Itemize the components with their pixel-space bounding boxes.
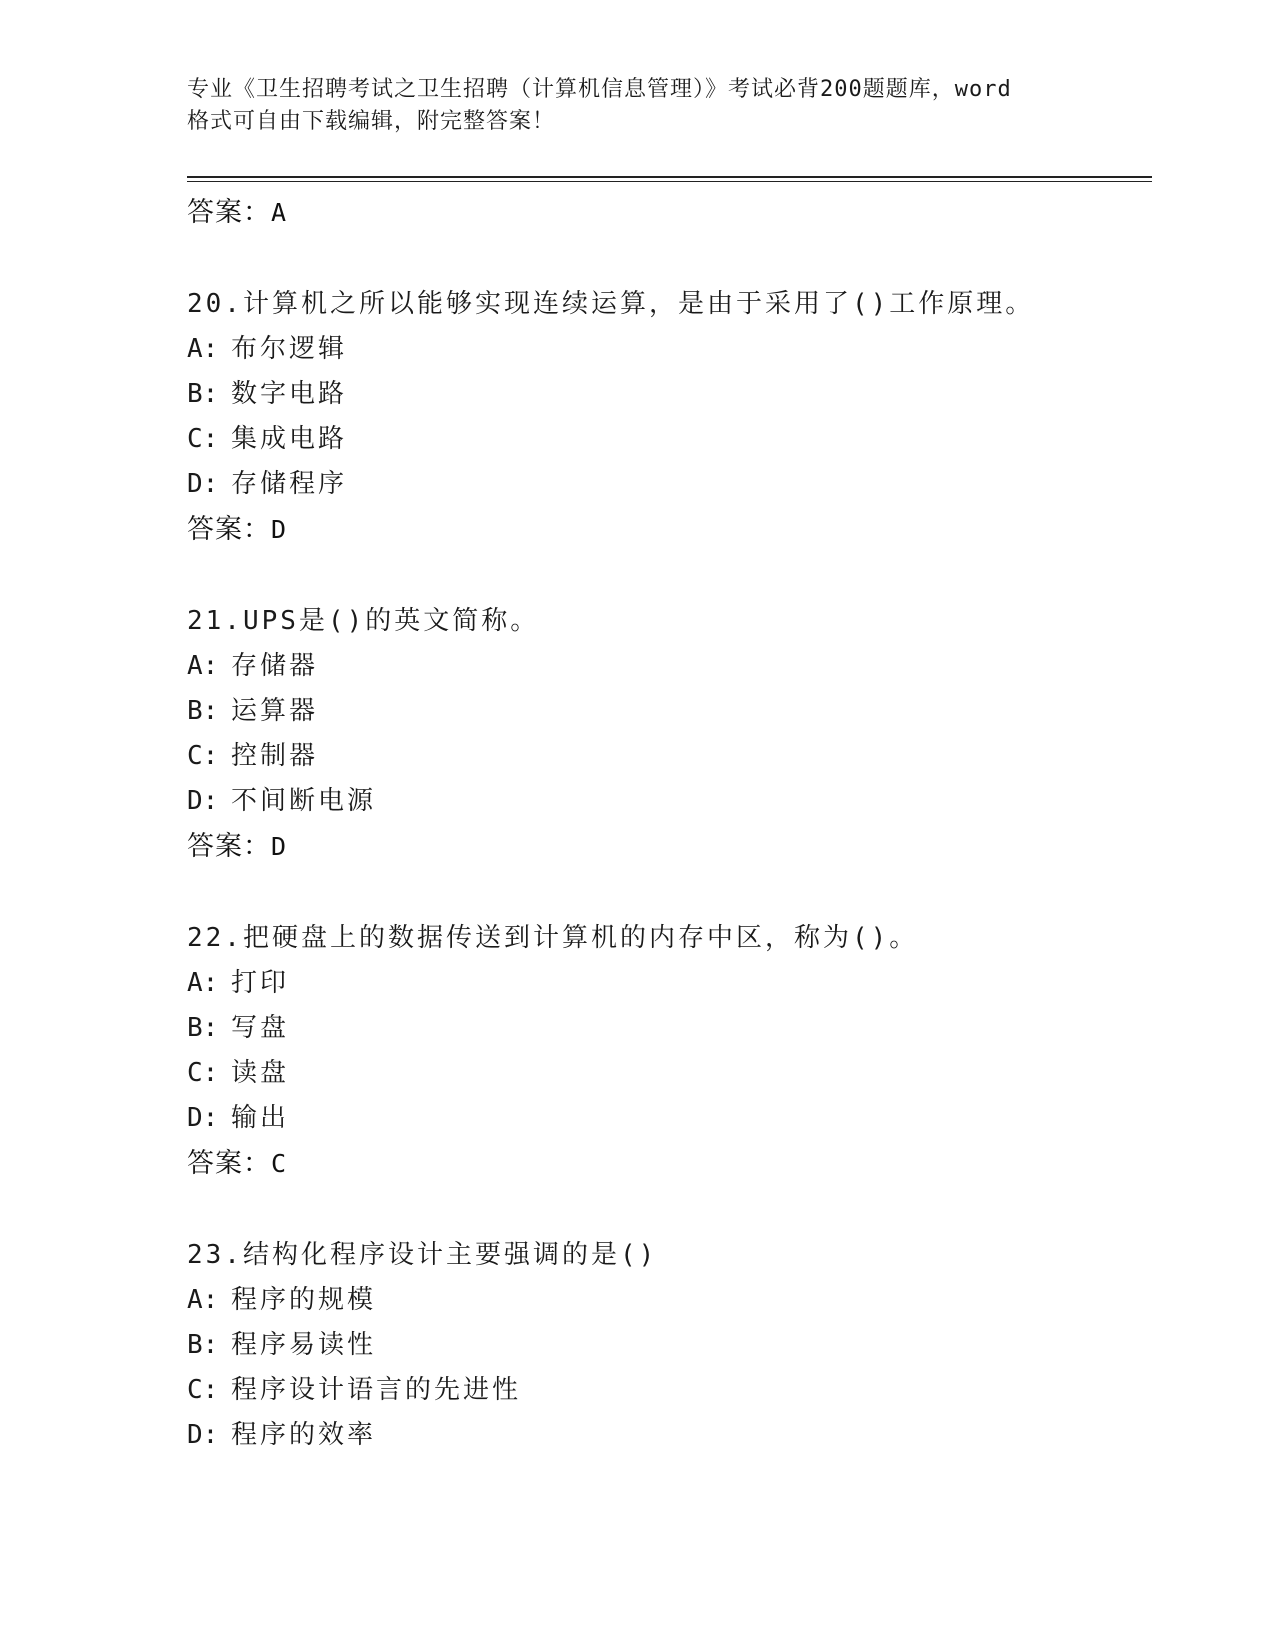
option-item [187,961,1152,1006]
question-stem: 计算机之所以能够实现连续运算，是由于采用了()工作原理。 [242,289,1035,319]
option-key: A: [187,968,219,998]
answer-value: C [271,1149,288,1178]
option-text: 数字电路 [231,379,348,409]
option-item [187,1413,1152,1458]
question-block [187,235,1152,552]
option-text: 运算器 [231,696,319,726]
option-item [187,462,1152,507]
option-key: D: [187,469,219,499]
answer-label: 答案： [187,514,271,545]
option-item [187,1368,1152,1413]
option-text: 存储器 [231,651,319,681]
option-item [187,1278,1152,1323]
questions-container [187,235,1152,1458]
option-item [187,779,1152,824]
answer-label: 答案： [187,197,271,228]
option-key: B: [187,1330,219,1360]
option-key: A: [187,334,219,364]
option-text: 控制器 [231,741,319,771]
option-text: 布尔逻辑 [231,334,348,364]
question-number: 21. [187,606,243,636]
option-item [187,734,1152,779]
question-block [187,552,1152,869]
option-item [187,689,1152,734]
option-key: A: [187,651,219,681]
option-text: 写盘 [231,1013,290,1043]
option-key: C: [187,741,219,771]
answer-line [187,507,1152,552]
option-item [187,327,1152,372]
document-header [187,74,1087,138]
option-item [187,1323,1152,1368]
answer-label: 答案： [187,831,271,862]
option-item [187,644,1152,689]
question-list [187,190,1152,1458]
header-line-2: 格式可自由下载编辑，附完整答案！ [187,109,556,134]
question-text [187,599,1152,644]
question-spacer [187,552,1152,599]
option-item [187,372,1152,417]
option-key: C: [187,424,219,454]
option-item [187,1051,1152,1096]
question-number: 22. [187,923,243,953]
answer-value: D [271,515,288,544]
option-item [187,417,1152,462]
option-text: 存储程序 [231,469,348,499]
option-text: 输出 [231,1103,290,1133]
answer-label: 答案： [187,1148,271,1179]
option-text: 程序的效率 [231,1420,377,1450]
option-key: C: [187,1375,219,1405]
option-key: B: [187,1013,219,1043]
option-item [187,1006,1152,1051]
header-divider [187,176,1152,182]
document-page [187,0,1152,1650]
option-text: 程序易读性 [231,1330,377,1360]
question-text [187,916,1152,961]
answer-value: D [271,832,288,861]
option-text: 读盘 [231,1058,290,1088]
question-spacer [187,235,1152,282]
question-text [187,282,1152,327]
question-spacer [187,1186,1152,1233]
option-text: 集成电路 [231,424,348,454]
option-text: 打印 [231,968,290,998]
option-text: 程序设计语言的先进性 [231,1375,522,1405]
question-spacer [187,869,1152,916]
option-key: B: [187,696,219,726]
option-key: B: [187,379,219,409]
question-text [187,1233,1152,1278]
option-key: C: [187,1058,219,1088]
question-stem: 把硬盘上的数据传送到计算机的内存中区，称为()。 [242,923,919,953]
option-text: 程序的规模 [231,1285,377,1315]
answer-line [187,190,1152,235]
question-block [187,1186,1152,1458]
question-number: 20. [187,289,243,319]
option-key: D: [187,1103,219,1133]
answer-value: A [271,198,288,227]
question-stem: UPS是()的英文简称。 [242,606,540,636]
question-number: 23. [187,1240,243,1270]
question-stem: 结构化程序设计主要强调的是() [242,1240,658,1270]
header-line-1: 专业《卫生招聘考试之卫生招聘（计算机信息管理）》考试必背200题题库，word [187,77,1012,102]
answer-line [187,1141,1152,1186]
answer-line [187,824,1152,869]
option-item [187,1096,1152,1141]
question-block [187,869,1152,1186]
option-key: D: [187,786,219,816]
option-key: A: [187,1285,219,1315]
option-text: 不间断电源 [231,786,377,816]
option-key: D: [187,1420,219,1450]
